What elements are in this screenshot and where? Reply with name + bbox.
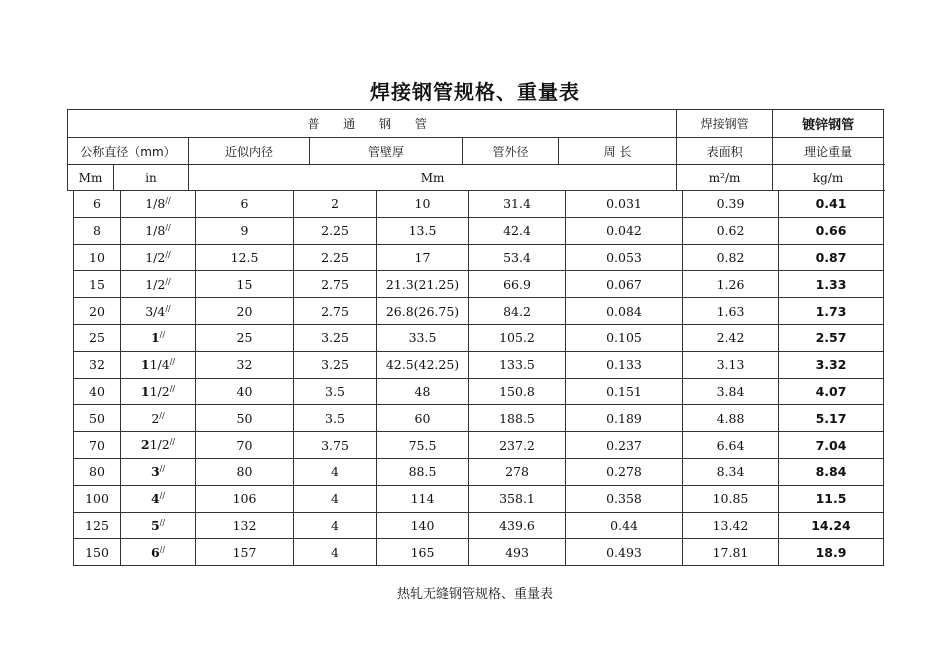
cell-nominal-in: [121, 324, 196, 351]
cell-inner-diameter: 40: [196, 378, 294, 405]
cell-nominal-mm: 32: [74, 351, 121, 378]
inch-mark: //: [159, 491, 166, 501]
cell-surface-area: 0.358: [566, 485, 683, 512]
cell-galvanized-weight: 18.9: [779, 539, 884, 566]
cell-nominal-mm: 50: [74, 405, 121, 432]
cell-outer-diameter: 33.5: [377, 324, 469, 351]
cell-outer-diameter: 48: [377, 378, 469, 405]
inch-mark: //: [169, 357, 176, 367]
cell-nominal-in: [121, 458, 196, 485]
cell-wall-thickness: 2.25: [294, 244, 377, 271]
cell-perimeter: 66.9: [469, 271, 566, 298]
unit-mm-span: Mm: [189, 165, 677, 191]
cell-nominal-in: [121, 539, 196, 566]
inch-whole: 1: [150, 330, 160, 346]
cell-nominal-in: [121, 244, 196, 271]
cell-perimeter: 188.5: [469, 405, 566, 432]
inch-whole: 3: [150, 464, 160, 480]
table-row: [74, 217, 884, 244]
section-subtitle: 热轧无缝钢管规格、重量表: [396, 587, 553, 602]
cell-surface-area: 0.133: [566, 351, 683, 378]
inch-fraction: 1/2: [145, 250, 166, 266]
inch-mark: //: [159, 410, 165, 420]
cell-nominal-mm: 150: [74, 539, 121, 566]
table-row: [74, 485, 884, 512]
cell-wall-thickness: 4: [294, 512, 377, 539]
table-row: [74, 271, 884, 298]
inch-whole: 1: [140, 357, 150, 373]
cell-outer-diameter: 10: [377, 191, 469, 218]
cell-nominal-in: [121, 485, 196, 512]
cell-wall-thickness: 3.75: [294, 432, 377, 459]
cell-surface-area: 0.189: [566, 405, 683, 432]
table-row: [74, 191, 884, 218]
header-wall-thickness: 管壁厚: [310, 138, 463, 165]
cell-welded-weight: 13.42: [683, 512, 779, 539]
cell-welded-weight: 0.62: [683, 217, 779, 244]
cell-welded-weight: 3.84: [683, 378, 779, 405]
cell-nominal-in: [121, 378, 196, 405]
inch-fraction: 2: [151, 410, 160, 426]
table-row: [74, 432, 884, 459]
cell-nominal-in: [121, 512, 196, 539]
inch-fraction: 1/2: [149, 384, 170, 400]
cell-outer-diameter: 140: [377, 512, 469, 539]
cell-galvanized-weight: 11.5: [779, 485, 884, 512]
cell-wall-thickness: 2: [294, 191, 377, 218]
cell-wall-thickness: 4: [294, 539, 377, 566]
header-surface-area: 表面积: [677, 138, 773, 165]
unit-mm: Mm: [68, 165, 114, 191]
cell-nominal-mm: 100: [74, 485, 121, 512]
cell-galvanized-weight: 5.17: [779, 405, 884, 432]
cell-galvanized-weight: 0.41: [779, 191, 884, 218]
cell-nominal-in: [121, 191, 196, 218]
cell-galvanized-weight: 2.57: [779, 324, 884, 351]
cell-perimeter: 133.5: [469, 351, 566, 378]
cell-inner-diameter: 70: [196, 432, 294, 459]
cell-perimeter: 53.4: [469, 244, 566, 271]
cell-perimeter: 237.2: [469, 432, 566, 459]
cell-perimeter: 42.4: [469, 217, 566, 244]
cell-surface-area: 0.493: [566, 539, 683, 566]
cell-galvanized-weight: 0.87: [779, 244, 884, 271]
cell-galvanized-weight: 14.24: [779, 512, 884, 539]
cell-perimeter: 105.2: [469, 324, 566, 351]
cell-wall-thickness: 3.5: [294, 405, 377, 432]
table-row: [74, 512, 884, 539]
cell-welded-weight: 1.63: [683, 298, 779, 325]
page-title: 焊接钢管规格、重量表: [370, 80, 580, 104]
inch-whole: 6: [150, 544, 160, 560]
cell-surface-area: 0.031: [566, 191, 683, 218]
cell-welded-weight: 8.34: [683, 458, 779, 485]
cell-surface-area: 0.237: [566, 432, 683, 459]
pipe-spec-table: [73, 190, 884, 566]
table-row: [74, 378, 884, 405]
unit-in: in: [114, 165, 189, 191]
cell-outer-diameter: 42.5(42.25): [377, 351, 469, 378]
unit-area: m²/m: [677, 165, 773, 191]
cell-surface-area: 0.084: [566, 298, 683, 325]
cell-nominal-in: [121, 432, 196, 459]
cell-welded-weight: 6.64: [683, 432, 779, 459]
cell-welded-weight: 0.39: [683, 191, 779, 218]
inch-mark: //: [159, 330, 166, 340]
cell-surface-area: 0.042: [566, 217, 683, 244]
cell-nominal-mm: 80: [74, 458, 121, 485]
cell-welded-weight: 3.13: [683, 351, 779, 378]
cell-wall-thickness: 2.75: [294, 271, 377, 298]
cell-inner-diameter: 106: [196, 485, 294, 512]
cell-outer-diameter: 17: [377, 244, 469, 271]
header-welded-pipe: 焊接钢管: [677, 110, 773, 138]
cell-welded-weight: 4.88: [683, 405, 779, 432]
cell-galvanized-weight: 1.73: [779, 298, 884, 325]
cell-welded-weight: 17.81: [683, 539, 779, 566]
cell-inner-diameter: 50: [196, 405, 294, 432]
cell-wall-thickness: 2.25: [294, 217, 377, 244]
cell-nominal-in: [121, 351, 196, 378]
cell-nominal-in: [121, 217, 196, 244]
cell-perimeter: 278: [469, 458, 566, 485]
table-row: [74, 405, 884, 432]
table-row: [74, 351, 884, 378]
cell-outer-diameter: 88.5: [377, 458, 469, 485]
cell-perimeter: 439.6: [469, 512, 566, 539]
cell-inner-diameter: 12.5: [196, 244, 294, 271]
inch-mark: //: [169, 437, 176, 447]
cell-outer-diameter: 13.5: [377, 217, 469, 244]
inch-whole: 2: [140, 437, 150, 453]
cell-galvanized-weight: 7.04: [779, 432, 884, 459]
inch-mark: //: [165, 276, 171, 286]
cell-outer-diameter: 26.8(26.75): [377, 298, 469, 325]
cell-galvanized-weight: 3.32: [779, 351, 884, 378]
cell-wall-thickness: 3.5: [294, 378, 377, 405]
cell-nominal-in: [121, 405, 196, 432]
cell-nominal-mm: 8: [74, 217, 121, 244]
cell-outer-diameter: 60: [377, 405, 469, 432]
header-nominal-diameter: 公称直径（mm）: [68, 138, 189, 165]
cell-nominal-mm: 15: [74, 271, 121, 298]
cell-perimeter: 150.8: [469, 378, 566, 405]
header-theoretical-weight: 理论重量: [773, 138, 884, 165]
cell-wall-thickness: 3.25: [294, 324, 377, 351]
cell-outer-diameter: 21.3(21.25): [377, 271, 469, 298]
cell-nominal-in: [121, 271, 196, 298]
table-row: [74, 324, 884, 351]
cell-welded-weight: 0.82: [683, 244, 779, 271]
table-row: [74, 458, 884, 485]
header-ordinary-pipe: 普 通 钢 管: [68, 110, 677, 138]
cell-inner-diameter: 15: [196, 271, 294, 298]
cell-outer-diameter: 114: [377, 485, 469, 512]
cell-wall-thickness: 4: [294, 458, 377, 485]
cell-inner-diameter: 32: [196, 351, 294, 378]
cell-surface-area: 0.067: [566, 271, 683, 298]
header-perimeter: 周 长: [559, 138, 677, 165]
inch-whole: 1: [140, 384, 150, 400]
cell-surface-area: 0.151: [566, 378, 683, 405]
table-header: [67, 109, 884, 191]
cell-nominal-mm: 10: [74, 244, 121, 271]
inch-fraction: 1/8: [145, 196, 166, 212]
header-galvanized-pipe: 镀锌钢管: [773, 110, 884, 138]
inch-mark: //: [159, 517, 166, 527]
cell-surface-area: 0.053: [566, 244, 683, 271]
table-row: [74, 298, 884, 325]
inch-fraction: 1/4: [149, 357, 170, 373]
table-row: [74, 539, 884, 566]
inch-whole: 4: [150, 491, 160, 507]
inch-mark: //: [165, 196, 171, 206]
cell-wall-thickness: 2.75: [294, 298, 377, 325]
cell-galvanized-weight: 1.33: [779, 271, 884, 298]
cell-outer-diameter: 165: [377, 539, 469, 566]
cell-welded-weight: 2.42: [683, 324, 779, 351]
inch-fraction: 1/2: [145, 276, 166, 292]
cell-inner-diameter: 157: [196, 539, 294, 566]
inch-mark: //: [159, 544, 166, 554]
cell-inner-diameter: 20: [196, 298, 294, 325]
cell-surface-area: 0.44: [566, 512, 683, 539]
cell-nominal-mm: 70: [74, 432, 121, 459]
cell-nominal-in: [121, 298, 196, 325]
inch-mark: //: [169, 383, 176, 393]
inch-mark: //: [165, 303, 171, 313]
inch-fraction: 3/4: [145, 303, 166, 319]
cell-galvanized-weight: 4.07: [779, 378, 884, 405]
cell-nominal-mm: 125: [74, 512, 121, 539]
inch-mark: //: [159, 464, 166, 474]
cell-nominal-mm: 6: [74, 191, 121, 218]
cell-wall-thickness: 3.25: [294, 351, 377, 378]
cell-inner-diameter: 6: [196, 191, 294, 218]
cell-outer-diameter: 75.5: [377, 432, 469, 459]
cell-nominal-mm: 25: [74, 324, 121, 351]
header-outer-diameter: 管外径: [463, 138, 559, 165]
cell-inner-diameter: 9: [196, 217, 294, 244]
inch-mark: //: [165, 223, 171, 233]
inch-fraction: 1/2: [149, 437, 170, 453]
inch-mark: //: [165, 249, 171, 259]
cell-wall-thickness: 4: [294, 485, 377, 512]
cell-inner-diameter: 80: [196, 458, 294, 485]
cell-perimeter: 31.4: [469, 191, 566, 218]
cell-inner-diameter: 132: [196, 512, 294, 539]
cell-nominal-mm: 40: [74, 378, 121, 405]
cell-nominal-mm: 20: [74, 298, 121, 325]
cell-perimeter: 358.1: [469, 485, 566, 512]
inch-whole: 5: [150, 518, 160, 534]
unit-weight: kg/m: [773, 165, 884, 191]
inch-fraction: 1/8: [145, 223, 166, 239]
cell-surface-area: 0.278: [566, 458, 683, 485]
table-row: [74, 244, 884, 271]
header-inner-diameter: 近似内径: [189, 138, 310, 165]
cell-perimeter: 493: [469, 539, 566, 566]
cell-galvanized-weight: 0.66: [779, 217, 884, 244]
cell-welded-weight: 1.26: [683, 271, 779, 298]
cell-perimeter: 84.2: [469, 298, 566, 325]
cell-surface-area: 0.105: [566, 324, 683, 351]
cell-welded-weight: 10.85: [683, 485, 779, 512]
cell-inner-diameter: 25: [196, 324, 294, 351]
cell-galvanized-weight: 8.84: [779, 458, 884, 485]
